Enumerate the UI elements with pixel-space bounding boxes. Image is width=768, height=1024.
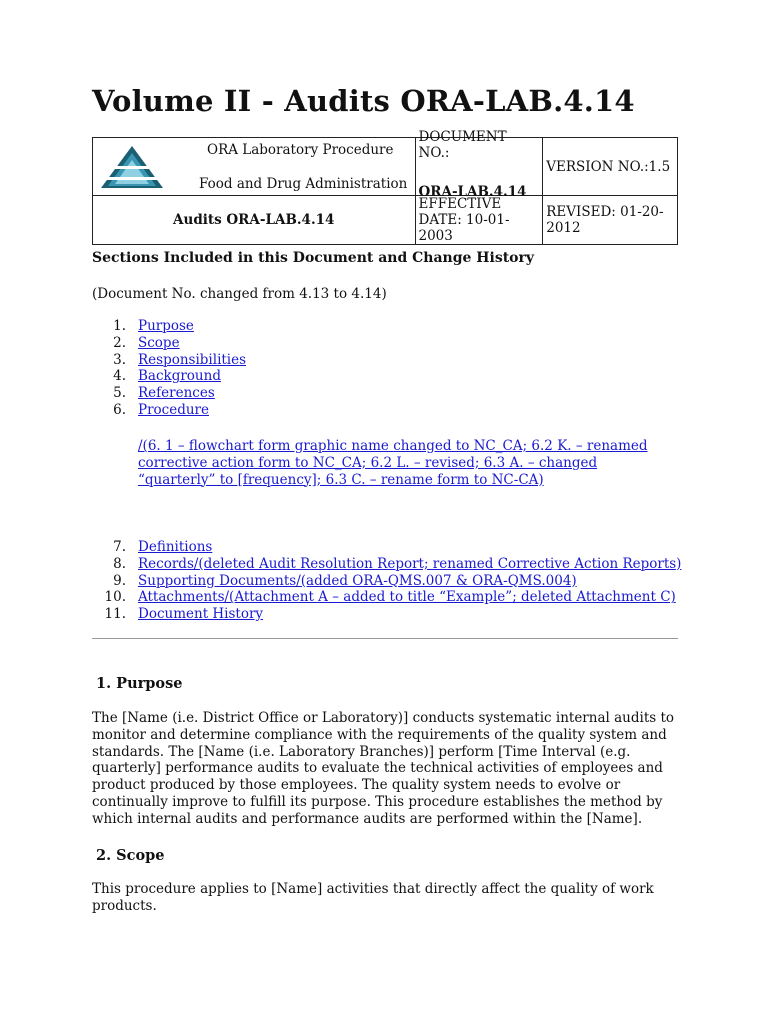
toc-item-number: 2. [113,334,126,351]
toc-link-document-history[interactable]: Document History [138,606,264,623]
document-title: Audits ORA-LAB.4.14 [173,212,335,228]
toc-item [104,589,684,606]
toc-item-number: 1. [113,318,126,334]
toc-item-number: 6. [113,401,126,418]
toc-item-number: 8. [113,555,126,572]
section-divider [92,638,678,639]
toc-link-responsibilities[interactable]: Responsibilities [138,351,247,368]
document-number-cell [415,128,543,200]
toc-item [104,606,684,623]
version-cell [543,138,678,196]
toc-item [104,402,684,419]
page-title: Volume II - Audits ORA-LAB.4.14 [92,84,635,118]
org-line-procedure: ORA Laboratory Procedure [207,142,394,158]
toc-item [104,573,684,590]
toc-link-procedure[interactable]: Procedure [138,401,209,418]
toc-item-number: 5. [113,385,126,402]
revised-year: 2012 [546,220,581,236]
toc-item-number: 9. [113,572,126,589]
table-of-contents [104,318,684,419]
document-number-value: ORA-LAB.4.14 [418,183,527,200]
revised-date-cell [543,196,678,245]
org-line-agency: Food and Drug Administration [199,176,408,192]
toc-link-supporting-documents[interactable]: Supporting Documents/(added ORA-QMS.007 & ORA-QMS.004) [138,572,577,589]
scope-paragraph: This procedure applies to [Name] activities that directly affect the quality of work products. [92,881,654,914]
revised-label: REVISED: 01-20- [546,204,664,220]
sections-heading: Sections Included in this Document and Change History [92,250,535,266]
org-cell [93,138,416,196]
version-number: VERSION NO.:1.5 [546,158,671,175]
ora-pyramid-logo-icon [99,144,165,190]
effective-label: EFFECTIVE [418,196,502,212]
toc-item-number: 7. [113,539,126,555]
toc-item-number: 10. [104,589,126,606]
effective-date-cell [415,196,543,245]
document-number-change-note: (Document No. changed from 4.13 to 4.14) [92,286,387,302]
toc-link-definitions[interactable]: Definitions [138,539,213,555]
toc-item [104,539,684,556]
toc-link-background[interactable]: Background [138,368,221,385]
scope-heading: 2. Scope [96,847,165,864]
toc-item [104,368,684,385]
toc-item-number: 11. [104,606,126,623]
toc-link-records[interactable]: Records/(deleted Audit Resolution Report; renamed Corrective Action Reports) [138,555,682,572]
toc-link-purpose[interactable]: Purpose [138,318,194,334]
purpose-paragraph: The [Name (i.e. District Office or Laboratory)] conducts systematic internal audits to monitor and determine compliance with the requirements of the quality system and standards. The [Name (i.e. Laboratory Branches)] perform [Time Interval (e.g. quarterly] performance audits to evaluate the technical activities of employees and product produced by those employees. The quality system needs to evolve or continually improve to fulfill its purpose. This procedure establishes the method by which internal audits and performance audits are performed within the [Name]. [92,710,675,827]
purpose-heading: 1. Purpose [96,675,183,692]
document-number-label: DOCUMENT NO.: [418,128,507,161]
toc-item [104,385,684,402]
toc-item [104,352,684,369]
document-header-table [92,128,678,245]
toc-link-attachments[interactable]: Attachments/(Attachment A – added to title “Example”; deleted Attachment C) [138,589,676,606]
toc-item [104,318,684,335]
table-of-contents-continued [104,539,684,623]
document-title-cell [93,196,416,245]
toc-item [104,335,684,352]
toc-item-number: 4. [113,368,126,385]
toc-item-number: 3. [113,351,126,368]
toc-item [104,556,684,573]
toc-link-scope[interactable]: Scope [138,334,180,351]
procedure-change-note-link[interactable]: /(6. 1 – flowchart form graphic name changed to NC_CA; 6.2 K. – renamed corrective action form to NC_CA; 6.2 L. – revised; 6.3 A. – changed “quarterly” to [frequency]; 6.3 C. – rename form to NC-CA) [138,438,648,488]
effective-date: DATE: 10-01-2003 [418,212,510,244]
toc-link-references[interactable]: References [138,385,215,402]
